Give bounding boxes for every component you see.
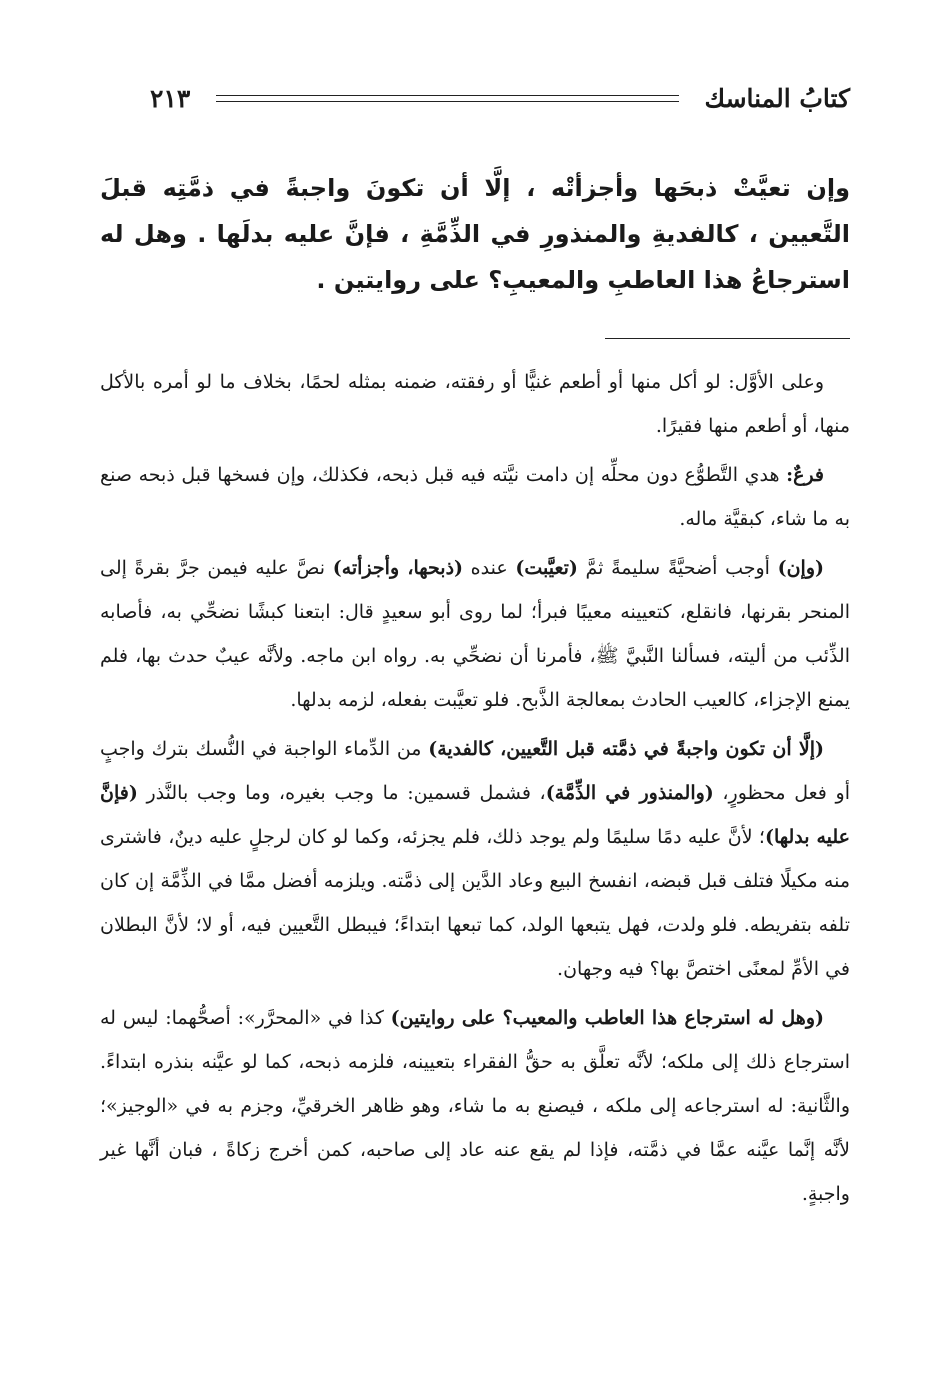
branch-label: فرعٌ: [786,464,824,486]
quoted-text: (إلَّا أن تكون واجبةً في ذمَّته قبل التَّعيين، كالفدية) [428,738,825,760]
paragraph-text: هدي التَّطوُّع دون محلِّه إن دامت نيَّته فيه قبل ذبحه، فكذلك، وإن فسخها قبل ذبحه صنع به ما شاء، كبقيَّة ماله. [100,464,850,530]
paragraph-text: نصَّ عليه فيمن جرَّ بقرةً إلى المنحر بقرنها، فانقلع، كتعيينه معيبًا فبرأ؛ لما روى أبو سعيدٍ قال: ابتعنا كبشًا نضحِّي به، فأصابه الذِّئب من أليته، فسألنا النَّبيَّ ﷺ، فأمرنا أن نضحِّي به. رواه ابن ماجه. ولأنَّه عيبٌ حدث بها، فلم يمنع الإجزاء، كالعيب الحادث بمعالجة الذَّبح. فلو تعيَّبت بفعله، لزمه بدلها. [100,557,850,711]
commentary-paragraph-3 [100,546,850,722]
commentary-paragraph-2 [100,453,850,541]
commentary-paragraph-5 [100,996,850,1216]
quoted-text: (وإن) [777,557,824,579]
commentary-paragraph-4 [100,727,850,991]
chapter-title: كتابُ المناسك [704,83,850,113]
commentary-paragraph-1: وعلى الأوَّل: لو أكل منها أو أطعم غنيًّا أو رفقته، ضمنه بمثله لحمًا، بخلاف ما لو أمره بالأكل منها، أو أطعم منها فقيرًا. [100,371,850,437]
paragraph-text: كذا في «المحرَّر»: أصحُّهما: ليس له استرجاع ذلك إلى ملكه؛ لأنَّه تعلَّق به حقُّ الفقراء بتعيينه، فلزمه ذبحه، كما لو عيَّنه بنذره ابتداءً. والثَّانية: له استرجاعه إلى ملكه ، فيصنع به ما شاء، وهو ظاهر الخرقيِّ، وجزم به في «الوجيز»؛ لأنَّه إنَّما عيَّنه عمَّا في ذمَّته، فإذا لم يقع عنه عاد إلى صاحبه، كمن أخرج زكاةً ، فبان أنَّها غير واجبةٍ. [100,1007,850,1205]
text-separator [605,338,850,339]
quoted-text: (وهل له استرجاع هذا العاطب والمعيب؟ على روايتين) [390,1007,824,1029]
paragraph-text: عنده [463,557,516,579]
page-header [150,78,850,118]
main-text: وإن تعيَّتْ ذبحَها وأجزأتْه ، إلَّا أن تكونَ واجبةً في ذمَّتِه قبلَ التَّعيين ، كالفديةِ والمنذورِ في الذِّمَّةِ ، فإنَّ عليه بدلَها . وهل له استرجاعُ هذا العاطبِ والمعيبِ؟ على روايتين . [100,174,850,294]
quoted-text: (والمنذور في الذِّمَّة) [545,782,714,804]
paragraph-text: أوجب أضحيَّةً سليمةً ثمَّ [577,557,778,579]
quoted-text: (ذبحها، وأجزأته) [332,557,464,579]
quoted-text: (تعيَّبت) [515,557,578,579]
paragraph-text: ؛ لأنَّ عليه دمًا سليمًا ولم يوجد ذلك، فلم يجزئه، وكما لو كان لرجلٍ عليه دينٌ، فاشترى منه مكيلًا فتلف قبل قبضه، انفسخ البيع وعاد الدَّين إلى ذمَّته. ويلزمه أفضل ممَّا في الذِّمَّة إن كان تلفه بتفريطه. فلو ولدت، فهل يتبعها الولد، كما تبعها ابتداءً؛ فيبطل التَّعيين فيه، أو لا؛ لأنَّ البطلان في الأمِّ لمعنًى اختصَّ بها؟ فيه وجهان. [100,826,850,980]
quoted-text: (فإنَّ عليه بدلها) [100,782,850,848]
commentary [100,360,850,1221]
paragraph-text: من الدِّماء الواجبة في النُّسك بترك واجبٍ أو فعل محظورٍ، [100,738,850,804]
paragraph-text: ، فشمل قسمين: ما وجب بغيره، وما وجب بالنَّذر [137,782,546,804]
page-number: ٢١٣ [150,83,191,113]
header-rule [216,95,678,102]
